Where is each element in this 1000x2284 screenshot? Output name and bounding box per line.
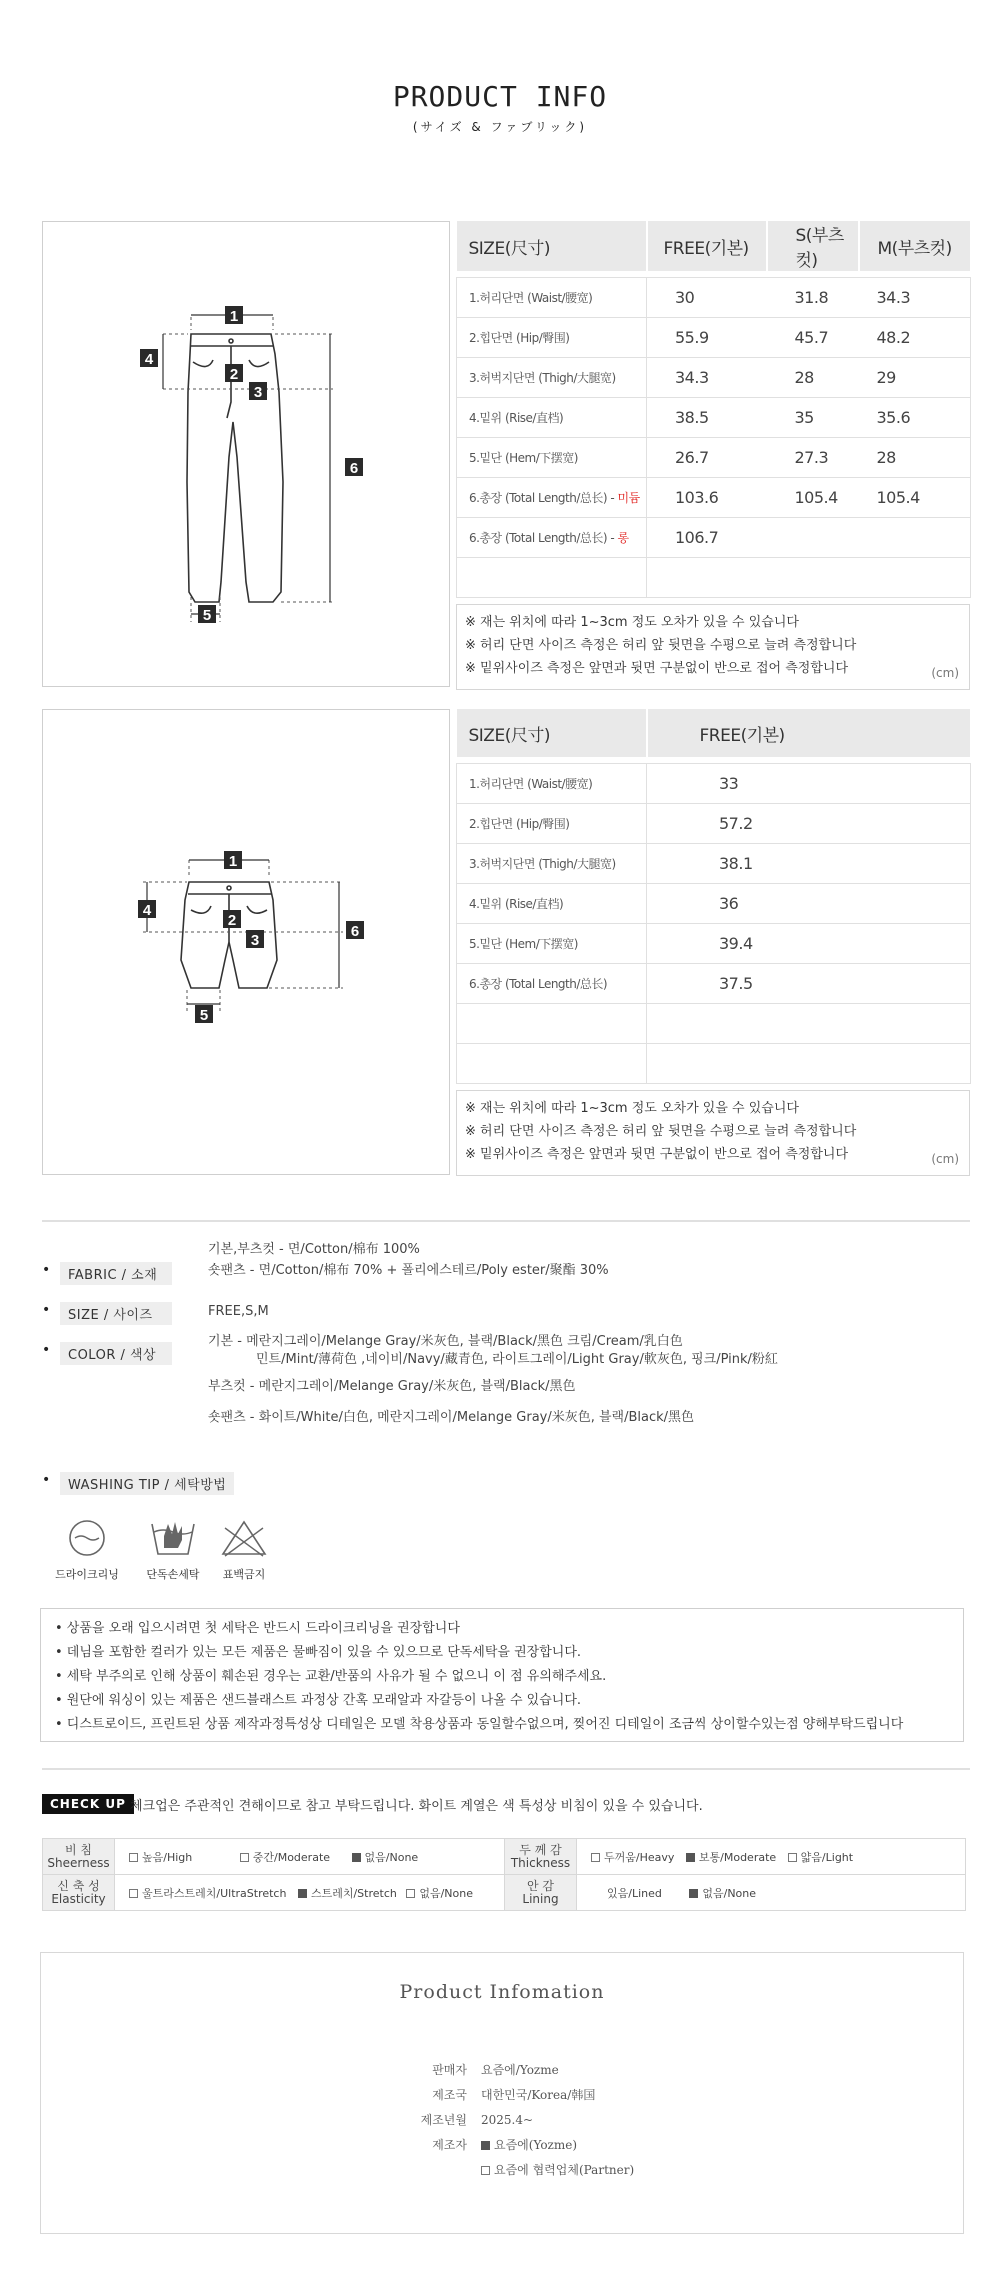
product-information-title: Product Infomation — [399, 1981, 605, 2003]
info-row-date: 제조년월 2025.4~ — [420, 2113, 534, 2127]
row-label: 2.힙단면 (Hip/臀围) — [457, 317, 647, 357]
row-m: 105.4 — [859, 477, 971, 517]
care-line: • 데님을 포함한 컬러가 있는 모든 제품은 물빠짐이 있을 수 있으므로 단독세탁을 권장합니다. — [55, 1645, 582, 1660]
row-m: 29 — [859, 357, 971, 397]
row-m: 28 — [859, 437, 971, 477]
note-line: ※ 재는 위치에 따라 1~3cm 정도 오차가 있을 수 있습니다 — [465, 614, 799, 630]
long-pants-diagram — [42, 221, 450, 687]
row-label: 4.밑위 (Rise/直档) — [457, 397, 647, 437]
row-label: 6.총장 (Total Length/总长) — [457, 963, 647, 1003]
row-m: 35.6 — [859, 397, 971, 437]
marker-6-label: 6 — [350, 923, 360, 940]
table-row — [457, 317, 971, 357]
shorts-diagram — [42, 709, 450, 1175]
row-free: 39.4 — [647, 923, 971, 963]
checkbox-icon — [240, 1853, 249, 1862]
table-row — [457, 477, 971, 517]
checked-box-icon — [481, 2141, 490, 2150]
bullet: • — [42, 1302, 51, 1318]
hand-wash-label: 단독손세탁 — [146, 1568, 200, 1581]
row-label: 3.허벅지단면 (Thigh/大腿宽) — [457, 357, 647, 397]
row-free: 30 — [647, 277, 767, 317]
care-line: • 세탁 부주의로 인해 상품이 훼손된 경우는 교환/반품의 사유가 될 수 없으니 이 점 유의해주세요. — [55, 1669, 607, 1684]
row-s — [767, 517, 859, 557]
color-line-1: 기본 - 메란지그레이/Melange Gray/米灰色, 블랙/Black/黑色 크림/Cream/乳白色 — [208, 1334, 683, 1349]
shorts-number-markers — [138, 851, 364, 1024]
product-information-box — [40, 1952, 964, 2234]
row-label-text: 6.총장 (Total Length/总长) - — [469, 490, 618, 505]
washing-label: WASHING TIP / 세탁방법 — [60, 1472, 234, 1495]
color-line-2: 민트/Mint/薄荷色 ,네이비/Navy/藏青色, 라이트그레이/Light Gray/軟灰色, 핑크/Pink/粉紅 — [256, 1352, 778, 1367]
col-header-free: FREE(기본) — [647, 709, 971, 757]
check-up-tag: CHECK UP — [42, 1794, 134, 1814]
table-row — [457, 883, 971, 923]
table-row — [457, 517, 971, 557]
sheerness-ko: 비 침 — [65, 1842, 92, 1857]
check-up-text: 체크업은 주관적인 견해이므로 참고 부탁드립니다. 화이트 계열은 색 특성상 비침이 있을 수 있습니다. — [130, 1799, 703, 1814]
long-pants-drawing — [43, 222, 449, 686]
lining-header — [505, 1875, 577, 1911]
sheerness-high: 높음/High — [142, 1850, 193, 1864]
row-s: 45.7 — [767, 317, 859, 357]
marker-1-label: 1 — [229, 308, 239, 325]
elasticity-en: Elasticity — [51, 1891, 106, 1906]
unit-label: (cm) — [931, 1151, 959, 1166]
table-row — [457, 397, 971, 437]
section-divider — [42, 1768, 970, 1770]
col-header-free: FREE(기본) — [647, 221, 767, 271]
care-line: • 상품을 오래 입으시려면 첫 세탁은 반드시 드라이크리닝을 권장합니다 — [55, 1621, 460, 1636]
shorts-drawing — [43, 710, 449, 1174]
sheerness-en: Sheerness — [47, 1855, 110, 1870]
marker-5-label: 5 — [202, 607, 212, 624]
checkbox-icon — [129, 1853, 138, 1862]
row-label: 3.허벅지단면 (Thigh/大腿宽) — [457, 843, 647, 883]
unit-label: (cm) — [931, 665, 959, 680]
marker-5-label: 5 — [199, 1007, 209, 1024]
row-s: 28 — [767, 357, 859, 397]
section-divider — [42, 1220, 970, 1222]
row-free: 57.2 — [647, 803, 971, 843]
row-m — [859, 517, 971, 557]
row-s: 105.4 — [767, 477, 859, 517]
color-line-4: 숏팬츠 - 화이트/White/白色, 메란지그레이/Melange Gray/米灰色, 블랙/Black/黑色 — [208, 1410, 695, 1425]
thickness-ko: 두 께 감 — [519, 1842, 562, 1857]
bullet: • — [42, 1472, 51, 1488]
fabric-checkup-table — [42, 1838, 966, 1911]
info-row-country: 제조국 대한민국/Korea/韩国 — [432, 2088, 596, 2102]
checkbox-icon — [481, 2166, 490, 2175]
sheerness-none: 없음/None — [364, 1850, 419, 1864]
table-row — [457, 437, 971, 477]
lining-en: Lining — [522, 1891, 559, 1906]
checkbox-icon — [788, 1853, 797, 1862]
row-label: 5.밑단 (Hem/下摆宽) — [457, 437, 647, 477]
page-title: PRODUCT INFO — [392, 80, 608, 113]
table-row — [457, 923, 971, 963]
col-header-s: S(부츠컷) — [767, 221, 859, 271]
thickness-heavy: 두꺼움/Heavy — [604, 1850, 675, 1864]
table-row-empty — [457, 557, 971, 597]
marker-6-label: 6 — [349, 460, 359, 477]
marker-3-label: 3 — [253, 384, 263, 401]
checked-box-icon — [352, 1853, 361, 1862]
shorts-size-table — [456, 709, 970, 1176]
note-line: ※ 허리 단면 사이즈 측정은 허리 앞 뒷면을 수평으로 늘려 측정합니다 — [465, 1123, 857, 1139]
dry-clean-label: 드라이크리닝 — [55, 1568, 119, 1581]
sheerness-options — [115, 1839, 505, 1875]
marker-2-label: 2 — [227, 912, 237, 929]
fabric-line-1: 기본,부츠컷 - 면/Cotton/棉布 100% — [208, 1242, 420, 1257]
bullet: • — [42, 1262, 51, 1278]
row-label: 2.힙단면 (Hip/臀围) — [457, 803, 647, 843]
row-free: 34.3 — [647, 357, 767, 397]
no-bleach-label: 표백금지 — [222, 1568, 266, 1581]
row-free: 26.7 — [647, 437, 767, 477]
marker-2-label: 2 — [229, 366, 239, 383]
table-row — [457, 357, 971, 397]
measurement-notes — [456, 1090, 970, 1176]
col-header-m: M(부츠컷) — [859, 221, 971, 271]
row-free: 103.6 — [647, 477, 767, 517]
row-label: 4.밑위 (Rise/直档) — [457, 883, 647, 923]
checkbox-icon — [406, 1889, 415, 1898]
color-label: COLOR / 색상 — [60, 1342, 172, 1365]
row-free: 33 — [647, 763, 971, 803]
row-s: 27.3 — [767, 437, 859, 477]
row-free: 106.7 — [647, 517, 767, 557]
no-bleach-icon — [219, 1518, 269, 1558]
marker-4-label: 4 — [142, 902, 152, 919]
elasticity-header — [43, 1875, 115, 1911]
thickness-en: Thickness — [510, 1855, 571, 1870]
marker-3-label: 3 — [250, 932, 260, 949]
sheerness-header — [43, 1839, 115, 1875]
fabric-label: FABRIC / 소재 — [60, 1262, 172, 1285]
checked-box-icon — [686, 1853, 695, 1862]
marker-1-label: 1 — [228, 853, 238, 870]
sheerness-moderate: 중간/Moderate — [252, 1850, 331, 1864]
hand-wash-icon — [148, 1518, 198, 1558]
info-row-maker-partner: 요즘에 협력업체(Partner) — [411, 2161, 634, 2178]
table-row-empty — [457, 1043, 971, 1083]
elasticity-stretch: 스트레치/Stretch — [310, 1886, 397, 1900]
col-header-size: SIZE(尺寸) — [457, 221, 647, 271]
row-free: 38.5 — [647, 397, 767, 437]
row-label-variant: 롱 — [617, 530, 629, 545]
table-row — [457, 803, 971, 843]
fabric-line-2: 숏팬츠 - 면/Cotton/棉布 70% + 폴리에스테르/Poly ester/聚酯 30% — [208, 1263, 609, 1278]
table-row — [457, 963, 971, 1003]
row-free: 36 — [647, 883, 971, 923]
size-value: FREE,S,M — [208, 1304, 269, 1319]
lining-options — [577, 1875, 966, 1911]
note-line: ※ 밑위사이즈 측정은 앞면과 뒷면 구분없이 반으로 접어 측정합니다 — [465, 1146, 849, 1162]
row-m: 34.3 — [859, 277, 971, 317]
elasticity-options — [115, 1875, 505, 1911]
bullet: • — [42, 1342, 51, 1358]
measurement-notes — [456, 604, 970, 690]
table-row — [457, 843, 971, 883]
table-row — [457, 277, 971, 317]
row-label-variant: 미듐 — [617, 490, 640, 505]
info-row-maker: 제조자 요즘에(Yozme) — [432, 2138, 578, 2152]
checkbox-icon — [129, 1889, 138, 1898]
elasticity-none: 없음/None — [419, 1886, 473, 1900]
row-label: 5.밑단 (Hem/下摆宽) — [457, 923, 647, 963]
thickness-header — [505, 1839, 577, 1875]
row-s: 31.8 — [767, 277, 859, 317]
row-label — [457, 517, 647, 557]
elasticity-ultra: 울트라스트레치/UltraStretch — [142, 1886, 287, 1900]
checkbox-icon — [591, 1853, 600, 1862]
thickness-light: 얇음/Light — [800, 1850, 854, 1864]
color-line-3: 부츠컷 - 메란지그레이/Melange Gray/米灰色, 블랙/Black/黑色 — [208, 1379, 576, 1394]
row-label: 1.허리단면 (Waist/腰宽) — [457, 763, 647, 803]
row-s: 35 — [767, 397, 859, 437]
info-row-seller: 판매자 요즘에/Yozme — [432, 2063, 559, 2077]
lining-lined: 있음/Lined — [607, 1886, 662, 1900]
lining-ko: 안 감 — [527, 1878, 554, 1893]
table-row — [457, 763, 971, 803]
table-row-empty — [457, 1003, 971, 1043]
size-label: SIZE / 사이즈 — [60, 1302, 172, 1325]
row-free: 37.5 — [647, 963, 971, 1003]
row-label — [457, 477, 647, 517]
checked-box-icon — [689, 1889, 698, 1898]
row-label: 1.허리단면 (Waist/腰宽) — [457, 277, 647, 317]
row-label-text: 6.총장 (Total Length/总长) - — [469, 530, 618, 545]
page-subtitle: (サイズ & ファブリック) — [412, 120, 588, 134]
care-instructions — [40, 1608, 964, 1742]
thickness-moderate: 보통/Moderate — [698, 1850, 777, 1864]
elasticity-ko: 신 축 성 — [57, 1878, 100, 1893]
note-line: ※ 재는 위치에 따라 1~3cm 정도 오차가 있을 수 있습니다 — [465, 1100, 799, 1116]
col-header-size: SIZE(尺寸) — [457, 709, 647, 757]
checked-box-icon — [298, 1889, 307, 1898]
note-line: ※ 허리 단면 사이즈 측정은 허리 앞 뒷면을 수평으로 늘려 측정합니다 — [465, 637, 857, 653]
row-free: 38.1 — [647, 843, 971, 883]
row-free: 55.9 — [647, 317, 767, 357]
row-m: 48.2 — [859, 317, 971, 357]
care-line: • 원단에 워싱이 있는 제품은 샌드블래스트 과정상 간혹 모래알과 자갈등이 나올 수 있습니다. — [55, 1693, 582, 1708]
marker-4-label: 4 — [144, 351, 154, 368]
thickness-options — [577, 1839, 966, 1875]
note-line: ※ 밑위사이즈 측정은 앞면과 뒷면 구분없이 반으로 접어 측정합니다 — [465, 660, 849, 676]
lining-none: 없음/None — [702, 1886, 757, 1900]
care-line: • 디스트로이드, 프린트된 상품 제작과정특성상 디테일은 모델 착용상품과 동일할수없으며, 찢어진 디테일이 조금씩 상이할수있는점 양해부탁드립니다 — [55, 1717, 904, 1732]
dry-clean-icon — [62, 1518, 112, 1558]
long-pants-size-table — [456, 221, 970, 690]
